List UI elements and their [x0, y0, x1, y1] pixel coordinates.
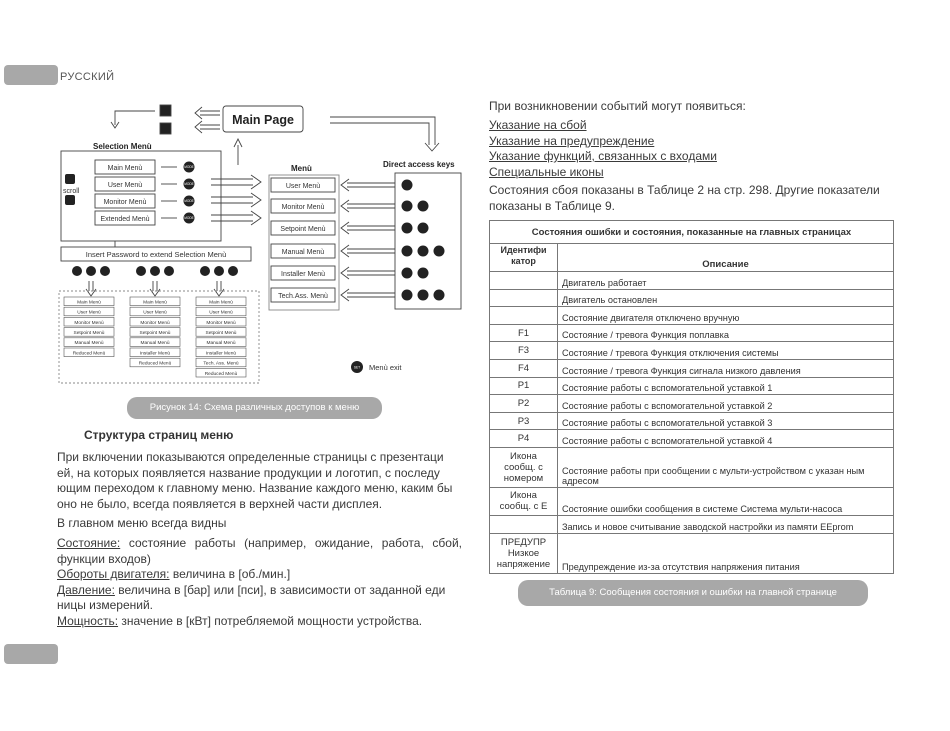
table-row	[490, 515, 894, 533]
cell-description: Состояние ошибки сообщения в системе Система мульти-насоса	[558, 487, 894, 515]
list-item-label: Main Menù	[209, 300, 233, 306]
menu-item: Manual Menù	[281, 249, 325, 256]
section-heading: Структура страниц меню	[84, 428, 234, 442]
cell-description: Состояние работы с вспомогательной уставкой 4	[558, 430, 894, 448]
text-line: ей, на которых появляется название продукции и логотип, с последу	[57, 465, 440, 480]
list-item-label: Monitor Menù	[206, 320, 236, 326]
cell-id: Икона сообщ. с E	[490, 487, 558, 515]
menu-item: Installer Menù	[281, 271, 325, 278]
list-item-label: User Menù	[77, 310, 101, 316]
table-row	[490, 412, 894, 430]
event-link: Указание на предупреждение	[489, 133, 655, 148]
table-row	[490, 377, 894, 395]
list-item-label: Monitor Menù	[140, 320, 170, 326]
mode-key-label: MODE	[184, 165, 194, 169]
menu-item: User Menù	[285, 183, 321, 190]
mode-key-label: MODE	[184, 182, 194, 186]
list-item-label: Main Menù	[143, 300, 167, 306]
menu-exit-label: Menù exit	[369, 363, 402, 372]
selection-item: Extended Menù	[100, 216, 150, 223]
main-menu-items	[57, 536, 462, 629]
list-item-label: Main Menù	[77, 300, 101, 306]
cell-id: F1	[490, 324, 558, 342]
selection-menu-title: Selection Menù	[93, 142, 152, 151]
selection-item: Main Menù	[107, 165, 143, 172]
mode-key-label: MODE	[184, 216, 194, 220]
menu-access-diagram	[55, 95, 475, 395]
list-item-label: Setpoint Menù	[205, 331, 237, 336]
table-row	[490, 272, 894, 290]
tables-note	[489, 183, 899, 214]
cell-id	[490, 515, 558, 533]
table-row	[490, 533, 894, 573]
figure-caption: Рисунок 14: Схема различных доступов к меню	[127, 397, 382, 419]
table-row	[490, 447, 894, 487]
cell-description: Двигатель остановлен	[558, 289, 894, 307]
item-status-cont: функции входов)	[57, 551, 151, 566]
event-link: Специальные иконы	[489, 164, 604, 179]
cell-description: Состояние двигателя отключено вручную	[558, 307, 894, 325]
selection-item: Monitor Menù	[103, 199, 147, 206]
menu-title: Menù	[291, 164, 312, 173]
list-item-label: User Menù	[143, 310, 167, 316]
list-item-label: Manual Menù	[140, 341, 170, 347]
cell-description: Двигатель работает	[558, 272, 894, 290]
cell-id: P3	[490, 412, 558, 430]
table-row	[490, 395, 894, 413]
cell-description: Состояние / тревога Функция отключения системы	[558, 342, 894, 360]
event-link: Указание функций, связанных с входами	[489, 149, 717, 163]
menu-item: Tech.Ass. Menù	[278, 293, 328, 300]
mode-key-label: MODE	[184, 199, 194, 203]
selection-item: User Menù	[107, 182, 143, 189]
cell-description: Состояние работы с вспомогательной уставкой 1	[558, 377, 894, 395]
language-tab	[4, 65, 58, 85]
cell-description: Состояние работы с вспомогательной уставкой 3	[558, 412, 894, 430]
cell-id: ПРЕДУПР Низкое напряжение	[490, 533, 558, 573]
scroll-label: scroll	[63, 188, 80, 195]
table-row	[490, 307, 894, 325]
item-power: Мощность: значение в [кВт] потребляемой мощности устройства.	[57, 613, 423, 628]
text-line: При включении показываются определенные страницы с презентаци	[57, 450, 444, 464]
password-text: Insert Password to extend Selection Menù	[85, 250, 227, 259]
cell-description: Состояние работы при сообщении с мульти-устройством с указан ным адресом	[558, 447, 894, 487]
text-line: оно не было, всегда появляется в верхней части дисплея.	[57, 496, 383, 511]
cell-id: F4	[490, 359, 558, 377]
cell-id: P2	[490, 395, 558, 413]
list-item-label: Reduced Menù	[138, 361, 172, 367]
text-line: показаны в Таблице 9.	[489, 198, 615, 213]
cell-id: P1	[490, 377, 558, 395]
events-list	[489, 118, 717, 180]
table-title: Состояния ошибки и состояния, показанные на главных страницах	[490, 221, 894, 244]
cell-description: Состояние / тревога Функция поплавка	[558, 324, 894, 342]
text-line: ющим переходом к главному меню. Название каждого меню, каким бы	[57, 481, 453, 495]
list-item-label: User Menù	[209, 310, 233, 316]
list-item-label: Tech. Ass. Menù	[203, 361, 239, 367]
table-row	[490, 359, 894, 377]
intro-paragraph	[57, 450, 462, 512]
text-line: Состояния сбоя показаны в Таблице 2 на стр. 298. Другие показатели	[489, 183, 880, 197]
list-item-label: Setpoint Menù	[139, 331, 171, 336]
table-row	[490, 487, 894, 515]
item-pressure: Давление: величина в [бар] или [пси], в зависимости от заданной еди	[57, 582, 446, 597]
cell-id	[490, 272, 558, 290]
language-label: РУССКИЙ	[60, 71, 115, 83]
main-menu-paragraph: В главном меню всегда видны	[57, 516, 227, 530]
page-number-tab	[4, 644, 58, 664]
list-item-label: Reduced Menù	[204, 371, 238, 377]
list-item-label: Manual Menù	[206, 341, 236, 347]
item-rpm: Обороты двигателя: величина в [об./мин.]	[57, 567, 291, 581]
column-header-desc: Описание	[558, 244, 894, 272]
list-item-label: Installer Menù	[205, 351, 237, 357]
list-item-label: Setpoint Menù	[73, 331, 105, 336]
direct-keys-title: Direct access keys	[383, 160, 455, 169]
list-item-label: Installer Menù	[139, 351, 171, 357]
cell-id: P4	[490, 430, 558, 448]
table-caption: Таблица 9: Сообщения состояния и ошибки на главной странице	[518, 580, 868, 606]
menu-item: Setpoint Menù	[280, 226, 326, 233]
cell-description: Состояние / тревога Функция сигнала низкого давления	[558, 359, 894, 377]
status-table	[489, 220, 894, 574]
menu-item: Monitor Menù	[281, 204, 325, 211]
cell-description: Предупреждение из-за отсутствия напряжения питания	[558, 533, 894, 573]
event-link: Указание на сбой	[489, 118, 587, 132]
set-key-label: SET	[353, 365, 361, 370]
main-page-label: Main Page	[232, 113, 294, 127]
list-item-label: Monitor Menù	[74, 320, 104, 326]
table-row	[490, 324, 894, 342]
list-item-label: Manual Menù	[74, 341, 104, 347]
column-header-id: Идентифи катор	[490, 244, 558, 272]
table-row	[490, 289, 894, 307]
list-item-label: Reduced Menù	[72, 351, 106, 357]
cell-id: F3	[490, 342, 558, 360]
cell-description: Состояние работы с вспомогательной уставкой 2	[558, 395, 894, 413]
cell-description: Запись и новое считывание заводской настройки из памяти EEprom	[558, 515, 894, 533]
events-intro: При возникновении событий могут появиться:	[489, 99, 746, 113]
table-row	[490, 342, 894, 360]
cell-id: Икона сообщ. с номером	[490, 447, 558, 487]
item-pressure-cont: ницы измерений.	[57, 598, 154, 612]
cell-id	[490, 289, 558, 307]
table-row	[490, 430, 894, 448]
item-status: Состояние: состояние работы (например, ожидание, работа, сбой,	[57, 536, 462, 550]
cell-id	[490, 307, 558, 325]
